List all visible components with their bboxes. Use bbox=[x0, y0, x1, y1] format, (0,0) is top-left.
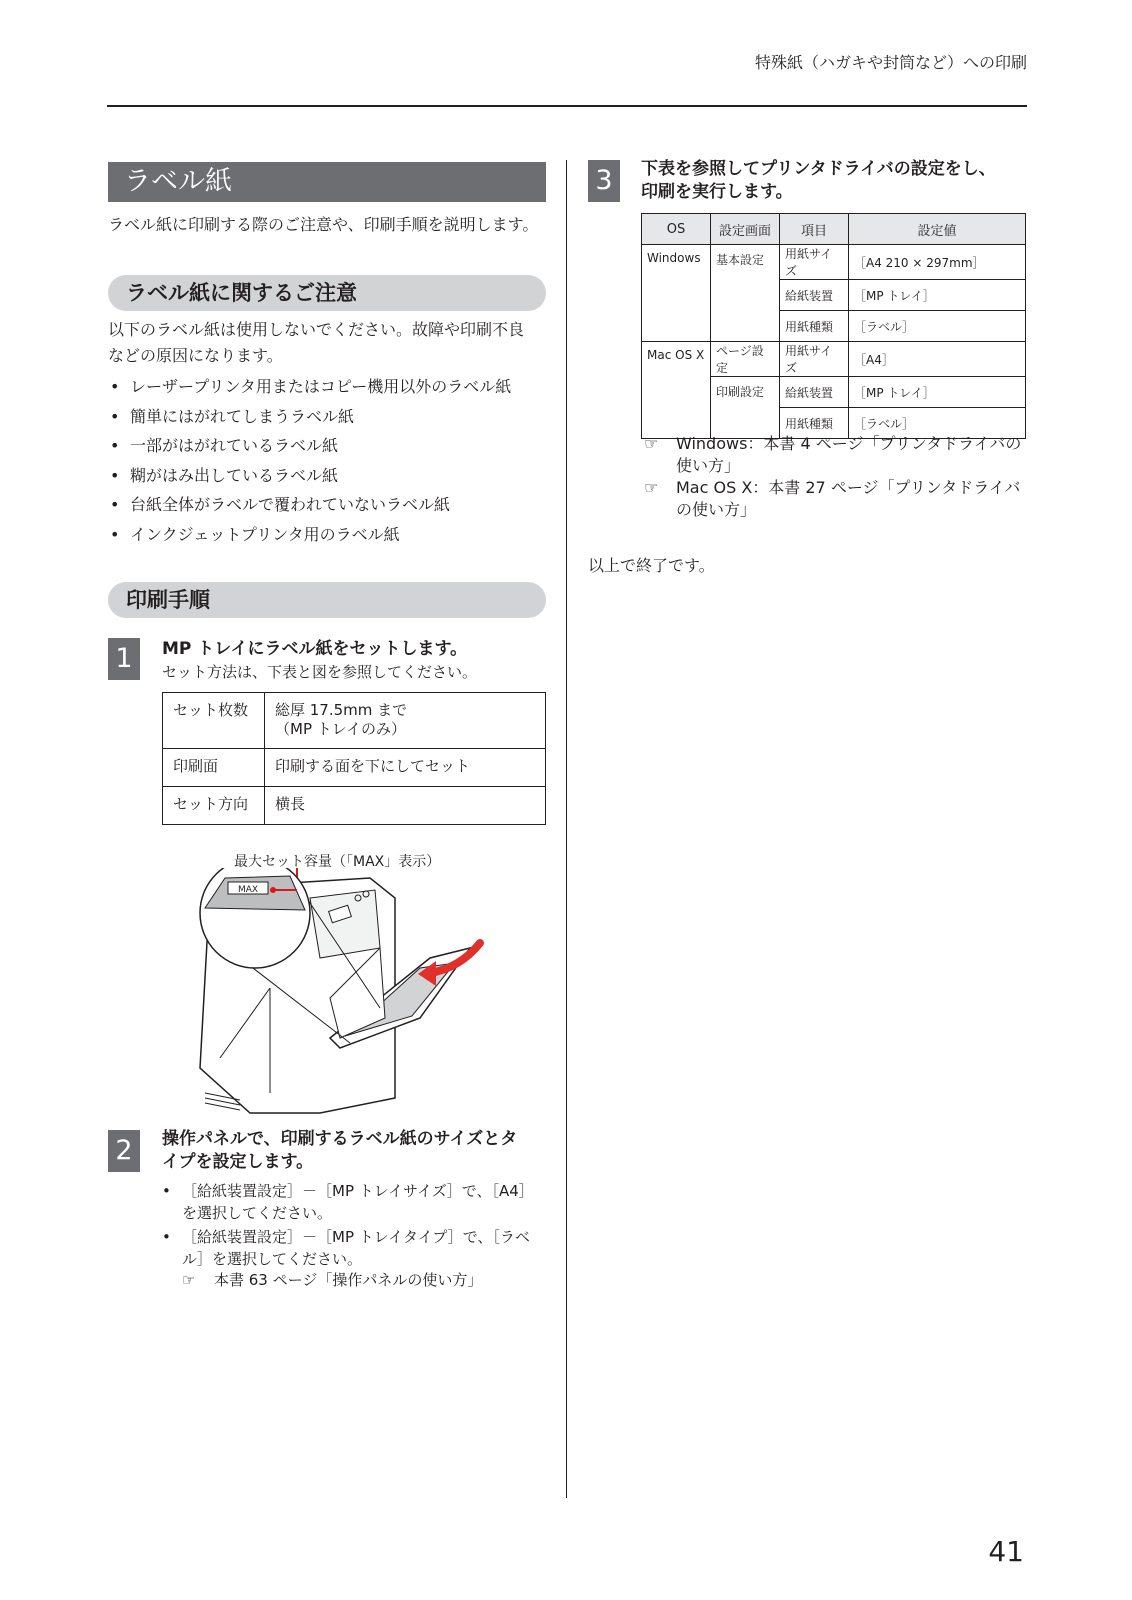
reference-hand-icon: ☞ bbox=[644, 434, 659, 453]
cautions-lead-1: 以下のラベル紙は使用しないでください。故障や印刷不良 bbox=[108, 320, 525, 339]
reference-text-cont: の使い方」 bbox=[676, 500, 757, 519]
running-header: 特殊紙（ハガキや封筒など）への印刷 bbox=[754, 53, 1027, 72]
cautions-heading: ラベル紙に関するご注意 bbox=[108, 275, 546, 311]
figure-callout-label: 最大セット容量（「MAX」表示） bbox=[234, 854, 441, 870]
item-cell: 給紙装置 bbox=[780, 377, 849, 408]
list-item: • 台紙全体がラベルで覆われていないラベル紙 bbox=[108, 490, 548, 520]
max-mark-text: MAX bbox=[237, 885, 259, 895]
step-number-1: 1 bbox=[108, 638, 140, 680]
item-cell: 用紙サイズ bbox=[780, 342, 849, 377]
list-item: • レーザープリンタ用またはコピー機用以外のラベル紙 bbox=[108, 372, 548, 402]
step1-title: MP トレイにラベル紙をセットします。 bbox=[162, 639, 468, 659]
step-number-3: 3 bbox=[588, 160, 620, 202]
step1-subtitle: セット方法は、下表と図を参照してください。 bbox=[162, 663, 478, 681]
set-conditions-table bbox=[162, 692, 546, 825]
column-header: 項目 bbox=[780, 214, 849, 245]
list-item: • 糊がはみ出しているラベル紙 bbox=[108, 461, 548, 491]
list-item: • インクジェットプリンタ用のラベル紙 bbox=[108, 520, 548, 550]
screen-cell: 基本設定 bbox=[711, 245, 780, 342]
step3-reference-windows bbox=[644, 433, 1034, 477]
reference-hand-icon: ☞ bbox=[644, 478, 659, 497]
step3-title-line-2: 印刷を実行します。 bbox=[641, 182, 793, 202]
screen-cell: 印刷設定 bbox=[711, 377, 780, 439]
header-rule bbox=[107, 105, 1027, 107]
reference-text: Mac OS X：本書 27 ページ「プリンタドライバ bbox=[676, 478, 1021, 497]
list-item-line: • ［給紙装置設定］－［MP トレイタイプ］で、［ラベ bbox=[182, 1228, 530, 1246]
reference-text: 本書 63 ページ「操作パネルの使い方」 bbox=[214, 1271, 483, 1289]
cautions-lead-2: などの原因になります。 bbox=[108, 346, 283, 365]
table-row bbox=[163, 693, 546, 749]
value-cell: ［ラベル］ bbox=[849, 311, 1026, 342]
value-line: 総厚 17.5mm まで bbox=[275, 701, 408, 719]
step2-title-line-2: イプを設定します。 bbox=[162, 1152, 314, 1172]
column-header: OS bbox=[642, 214, 711, 245]
section-title: ラベル紙 bbox=[108, 162, 546, 202]
value-cell: ［MP トレイ］ bbox=[849, 280, 1026, 311]
item-cell: 用紙種類 bbox=[780, 408, 849, 439]
section-intro: ラベル紙に印刷する際のご注意や、印刷手順を説明します。 bbox=[108, 215, 539, 234]
item-cell: 給紙装置 bbox=[780, 280, 849, 311]
reference-hand-icon: ☞ bbox=[182, 1271, 196, 1289]
table-row bbox=[163, 749, 546, 787]
step2-list bbox=[160, 1180, 550, 1272]
step3-reference-mac bbox=[644, 477, 1034, 521]
procedure-heading: 印刷手順 bbox=[108, 582, 546, 618]
table-cell-key: 印刷面 bbox=[163, 749, 265, 787]
column-divider bbox=[566, 160, 567, 1498]
list-item-line: ル］を選択してください。 bbox=[182, 1250, 363, 1268]
table-cell-value: 横長 bbox=[265, 787, 546, 825]
step2-reference bbox=[182, 1269, 482, 1291]
page-number: 41 bbox=[988, 1535, 1024, 1568]
step2-title-line-1: 操作パネルで、印刷するラベル紙のサイズとタ bbox=[162, 1129, 518, 1149]
value-cell: ［A4 210 × 297mm］ bbox=[849, 245, 1026, 280]
step3-title-line-1: 下表を参照してプリンタドライバの設定をし、 bbox=[641, 159, 996, 179]
table-row bbox=[163, 787, 546, 825]
list-item-line: を選択してください。 bbox=[182, 1204, 333, 1222]
list-item: • 一部がはがれているラベル紙 bbox=[108, 431, 548, 461]
completion-text: 以上で終了です。 bbox=[588, 556, 715, 575]
reference-text-cont: 使い方」 bbox=[676, 456, 741, 475]
table-cell-value bbox=[265, 693, 546, 749]
os-cell: Mac OS X bbox=[642, 342, 711, 439]
item-cell: 用紙種類 bbox=[780, 311, 849, 342]
value-line: （MP トレイのみ） bbox=[275, 720, 407, 738]
value-cell: ［ラベル］ bbox=[849, 408, 1026, 439]
table-header-row bbox=[642, 214, 1026, 245]
screen-cell: ページ設定 bbox=[711, 342, 780, 377]
reference-text: Windows：本書 4 ページ「プリンタドライバの bbox=[676, 434, 1022, 453]
table-row bbox=[642, 342, 1026, 377]
cautions-list bbox=[108, 372, 548, 549]
os-cell: Windows bbox=[642, 245, 711, 342]
table-cell-value: 印刷する面を下にしてセット bbox=[265, 749, 546, 787]
value-cell: ［MP トレイ］ bbox=[849, 377, 1026, 408]
column-header: 設定値 bbox=[849, 214, 1026, 245]
list-item-line: • ［給紙装置設定］－［MP トレイサイズ］で、［A4］ bbox=[182, 1182, 534, 1200]
step-number-2: 2 bbox=[108, 1130, 140, 1172]
list-item: • 簡単にはがれてしまうラベル紙 bbox=[108, 402, 548, 432]
value-cell: ［A4］ bbox=[849, 342, 1026, 377]
list-item bbox=[160, 1180, 550, 1224]
column-header: 設定画面 bbox=[711, 214, 780, 245]
table-cell-key: セット方向 bbox=[163, 787, 265, 825]
table-cell-key: セット枚数 bbox=[163, 693, 265, 749]
table-row bbox=[642, 245, 1026, 280]
list-item bbox=[160, 1226, 550, 1270]
item-cell: 用紙サイズ bbox=[780, 245, 849, 280]
driver-settings-table bbox=[641, 213, 1026, 439]
printer-illustration bbox=[180, 868, 500, 1118]
